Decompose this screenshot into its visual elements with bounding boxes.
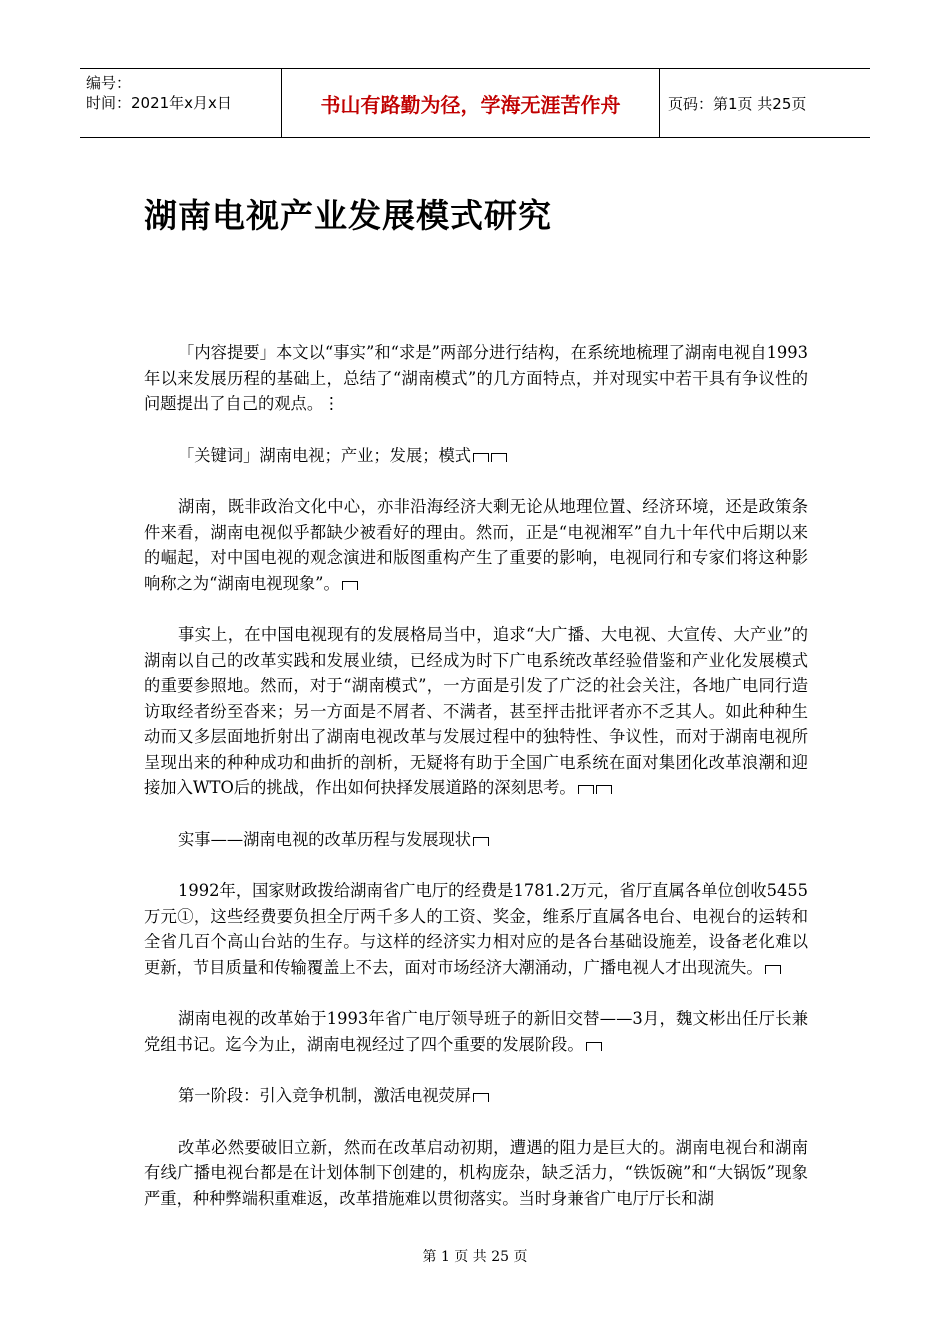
paragraph-body: 事实上，在中国电视现有的发展格局当中，追求“大广播、大电视、大宣传、大产业”的湖南以自己的改革实践和发展业绩，已经成为时下广电系统改革经验借鉴和产业化发展模式的重要参照地。然而，对于“湖南模式”，一方面是引发了广泛的社会关注，各地广电同行造访取经者纷至沓来；另一方面是不屑者、不满者，甚至抨击批评者亦不乏其人。如此种种生动而又多层面地折射出了湖南电视改革与发展过程中的独特性、争议性，而对于湖南电视所呈现出来的种种成功和曲折的剖析，无疑将有助于全国广电系统在面对集团化改革浪潮和迎接加入WTO后的挑战，作出如何抉择发展道路的深刻思考。 xyxy=(144,625,808,797)
paragraph-body: 湖南，既非政治文化中心，亦非沿海经济大剩无论从地理位置、经济环境，还是政策条件来看，湖南电视似乎都缺少被看好的理由。然而，正是“电视湘军”自九十年代中后期以来的崛起，对中国电视的观念演进和版图重构产生了重要的影响，电视同行和专家们将这种影响称之为“湖南电视现象”。 xyxy=(144,497,808,593)
header-page-label: 页码：第1页 共25页 xyxy=(668,94,807,113)
page-header xyxy=(80,68,870,138)
paragraph-mark-icon xyxy=(473,1093,489,1102)
paragraph-mark-icon xyxy=(586,1042,602,1051)
paragraph-body: 改革必然要破旧立新，然而在改革启动初期，遭遇的阻力是巨大的。湖南电视台和湖南有线广播电视台都是在计划体制下创建的，机构庞杂，缺乏活力，“铁饭碗”和“大锅饭”现象严重，种种弊端积重难返，改革措施难以贯彻落实。当时身兼省广电厅厅长和湖 xyxy=(144,1137,808,1208)
paragraph-body: 湖南电视的改革始于1993年省广电厅领导班子的新旧交替——3月，魏文彬出任厅长兼党组书记。迄今为止，湖南电视经过了四个重要的发展阶段。 xyxy=(144,1009,808,1054)
number-label: 编号： xyxy=(86,74,132,92)
paragraph-body: 1992年，国家财政拨给湖南省广电厅的经费是1781.2万元，省厅直属各单位创收5455万元①，这些经费要负担全厅两千多人的工资、奖金，维系厅直属各电台、电视台的运转和全省几百个高山台站的生存。与这样的经济实力相对应的是各台基础设施差，设备老化难以更新，节目质量和传输覆盖上不去，面对市场经济大潮涌动，广播电视人才出现流失。 xyxy=(144,881,808,977)
header-motto: 书山有路勤为径，学海无涯苦作舟 xyxy=(281,69,660,137)
section-heading: 第一阶段：引入竞争机制，激活电视荧屏 xyxy=(144,1083,808,1109)
paragraph-mark-icon xyxy=(765,965,781,974)
paragraph-mark-icon xyxy=(473,453,489,462)
time-label: 时间：2021年x月x日 xyxy=(86,94,232,112)
header-meta xyxy=(80,69,281,137)
paragraph-mark-icon xyxy=(596,785,612,794)
paragraph-keywords: 「关键词」湖南电视；产业；发展；模式 xyxy=(144,443,808,469)
section-heading: 实事——湖南电视的改革历程与发展现状 xyxy=(144,827,808,853)
paragraph-mark-icon xyxy=(491,453,507,462)
paragraph-abstract: 「内容提要」本文以“事实”和“求是”两部分进行结构，在系统地梳理了湖南电视自1993年以来发展历程的基础上，总结了“湖南模式”的几方面特点，并对现实中若干具有争议性的问题提出了自己的观点。⋮ xyxy=(144,343,808,413)
page-footer: 第 1 页 共 25 页 xyxy=(422,1249,528,1265)
paragraph-mark-icon xyxy=(578,785,594,794)
document-body xyxy=(144,340,808,1237)
document-title: 湖南电视产业发展模式研究 xyxy=(144,196,552,235)
paragraph-mark-icon xyxy=(473,837,489,846)
paragraph-mark-icon xyxy=(342,581,358,590)
